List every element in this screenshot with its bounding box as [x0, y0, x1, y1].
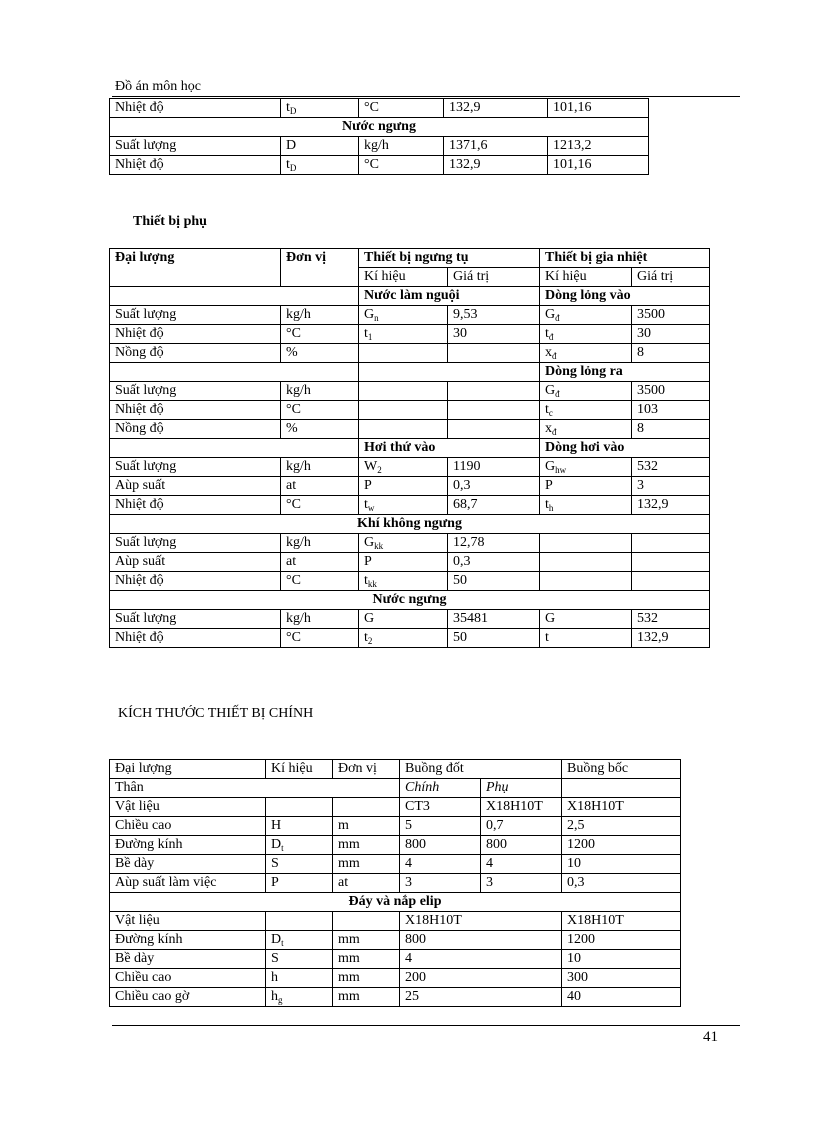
table-header-row: Thân Chính Phụ: [110, 779, 681, 798]
table-row: Suất lượng kg/h $W_2$ 1190 $G_{hw}$ 532: [110, 458, 710, 477]
table-row: Đường kính $D_t$ mm 800 800 1200: [110, 836, 681, 855]
table-row: Nhiệt độ $t_D$ °C 132,9 101,16: [110, 156, 649, 175]
section-row: Đáy và nắp elip: [110, 893, 681, 912]
table-row: Chiều cao h mm 200 300: [110, 969, 681, 988]
table-row: Aùp suất at P 0,3 P 3: [110, 477, 710, 496]
table-row: Chiều cao H m 5 0,7 2,5: [110, 817, 681, 836]
table-row: Nồng độ % $x_đ$ 8: [110, 344, 710, 363]
table-row: Suất lượng D kg/h 1371,6 1213,2: [110, 137, 649, 156]
table-row: Nhiệt độ °C $t_w$ 68,7 $t_h$ 132,9: [110, 496, 710, 515]
table-row: Chiều cao gờ $h_g$ mm 25 40: [110, 988, 681, 1007]
section-row: Khí không ngưng: [110, 515, 710, 534]
table-row: Nhiệt độ $t_D$ °C 132,9 101,16: [110, 99, 649, 118]
table-header-row: Đại lượng Đơn vị Thiết bị ngưng tụ Thiết bị gia nhiệt: [110, 249, 710, 268]
auxiliary-equipment-table: [109, 248, 710, 648]
table-row: Aùp suất làm việc P at 3 3 0,3: [110, 874, 681, 893]
section-row: Dòng lỏng ra: [110, 363, 710, 382]
table-row: Vật liệu X18H10T X18H10T: [110, 912, 681, 931]
table-row: Vật liệu CT3 X18H10T X18H10T: [110, 798, 681, 817]
table-row: Suất lượng kg/h $G_n$ 9,53 $G_đ$ 3500: [110, 306, 710, 325]
section-row: Nước làm nguội Dòng lỏng vào: [110, 287, 710, 306]
footer-rule: [112, 1025, 740, 1026]
section-heading: Thiết bị phụ: [133, 214, 207, 229]
table-row: Nhiệt độ °C $t_c$ 103: [110, 401, 710, 420]
page-number: 41: [703, 1029, 718, 1045]
section-row: Nước ngưng: [110, 118, 649, 137]
table-row: Bề dày S mm 4 10: [110, 950, 681, 969]
section-row: Hơi thứ vào Dòng hơi vào: [110, 439, 710, 458]
table-row: Suất lượng kg/h $G_{kk}$ 12,78: [110, 534, 710, 553]
table-row: Bề dày S mm 4 4 10: [110, 855, 681, 874]
table-row: Nhiệt độ °C $t_2$ 50 t 132,9: [110, 629, 710, 648]
header-rule: [112, 96, 740, 97]
table-row: Nhiệt độ °C $t_1$ 30 $t_đ$ 30: [110, 325, 710, 344]
table-row: Suất lượng kg/h G 35481 G 532: [110, 610, 710, 629]
table-row: Nhiệt độ °C $t_{kk}$ 50: [110, 572, 710, 591]
table-header-row: Đại lượng Kí hiệu Đơn vị Buồng đốt Buồng bốc: [110, 760, 681, 779]
table-row: Suất lượng kg/h $G_đ$ 3500: [110, 382, 710, 401]
section-row: Nước ngưng: [110, 591, 710, 610]
continuation-table: [109, 98, 649, 175]
document-header: Đồ án môn học: [115, 79, 201, 94]
table-row: Đường kính $D_t$ mm 800 1200: [110, 931, 681, 950]
table-row: Nồng độ % $x_đ$ 8: [110, 420, 710, 439]
section-heading: KÍCH THƯỚC THIẾT BỊ CHÍNH: [118, 706, 314, 721]
table-row: Aùp suất at P 0,3: [110, 553, 710, 572]
main-equipment-dimensions-table: [109, 759, 681, 1007]
table-header-row: Kí hiệu Giá trị Kí hiệu Giá trị: [110, 268, 710, 287]
